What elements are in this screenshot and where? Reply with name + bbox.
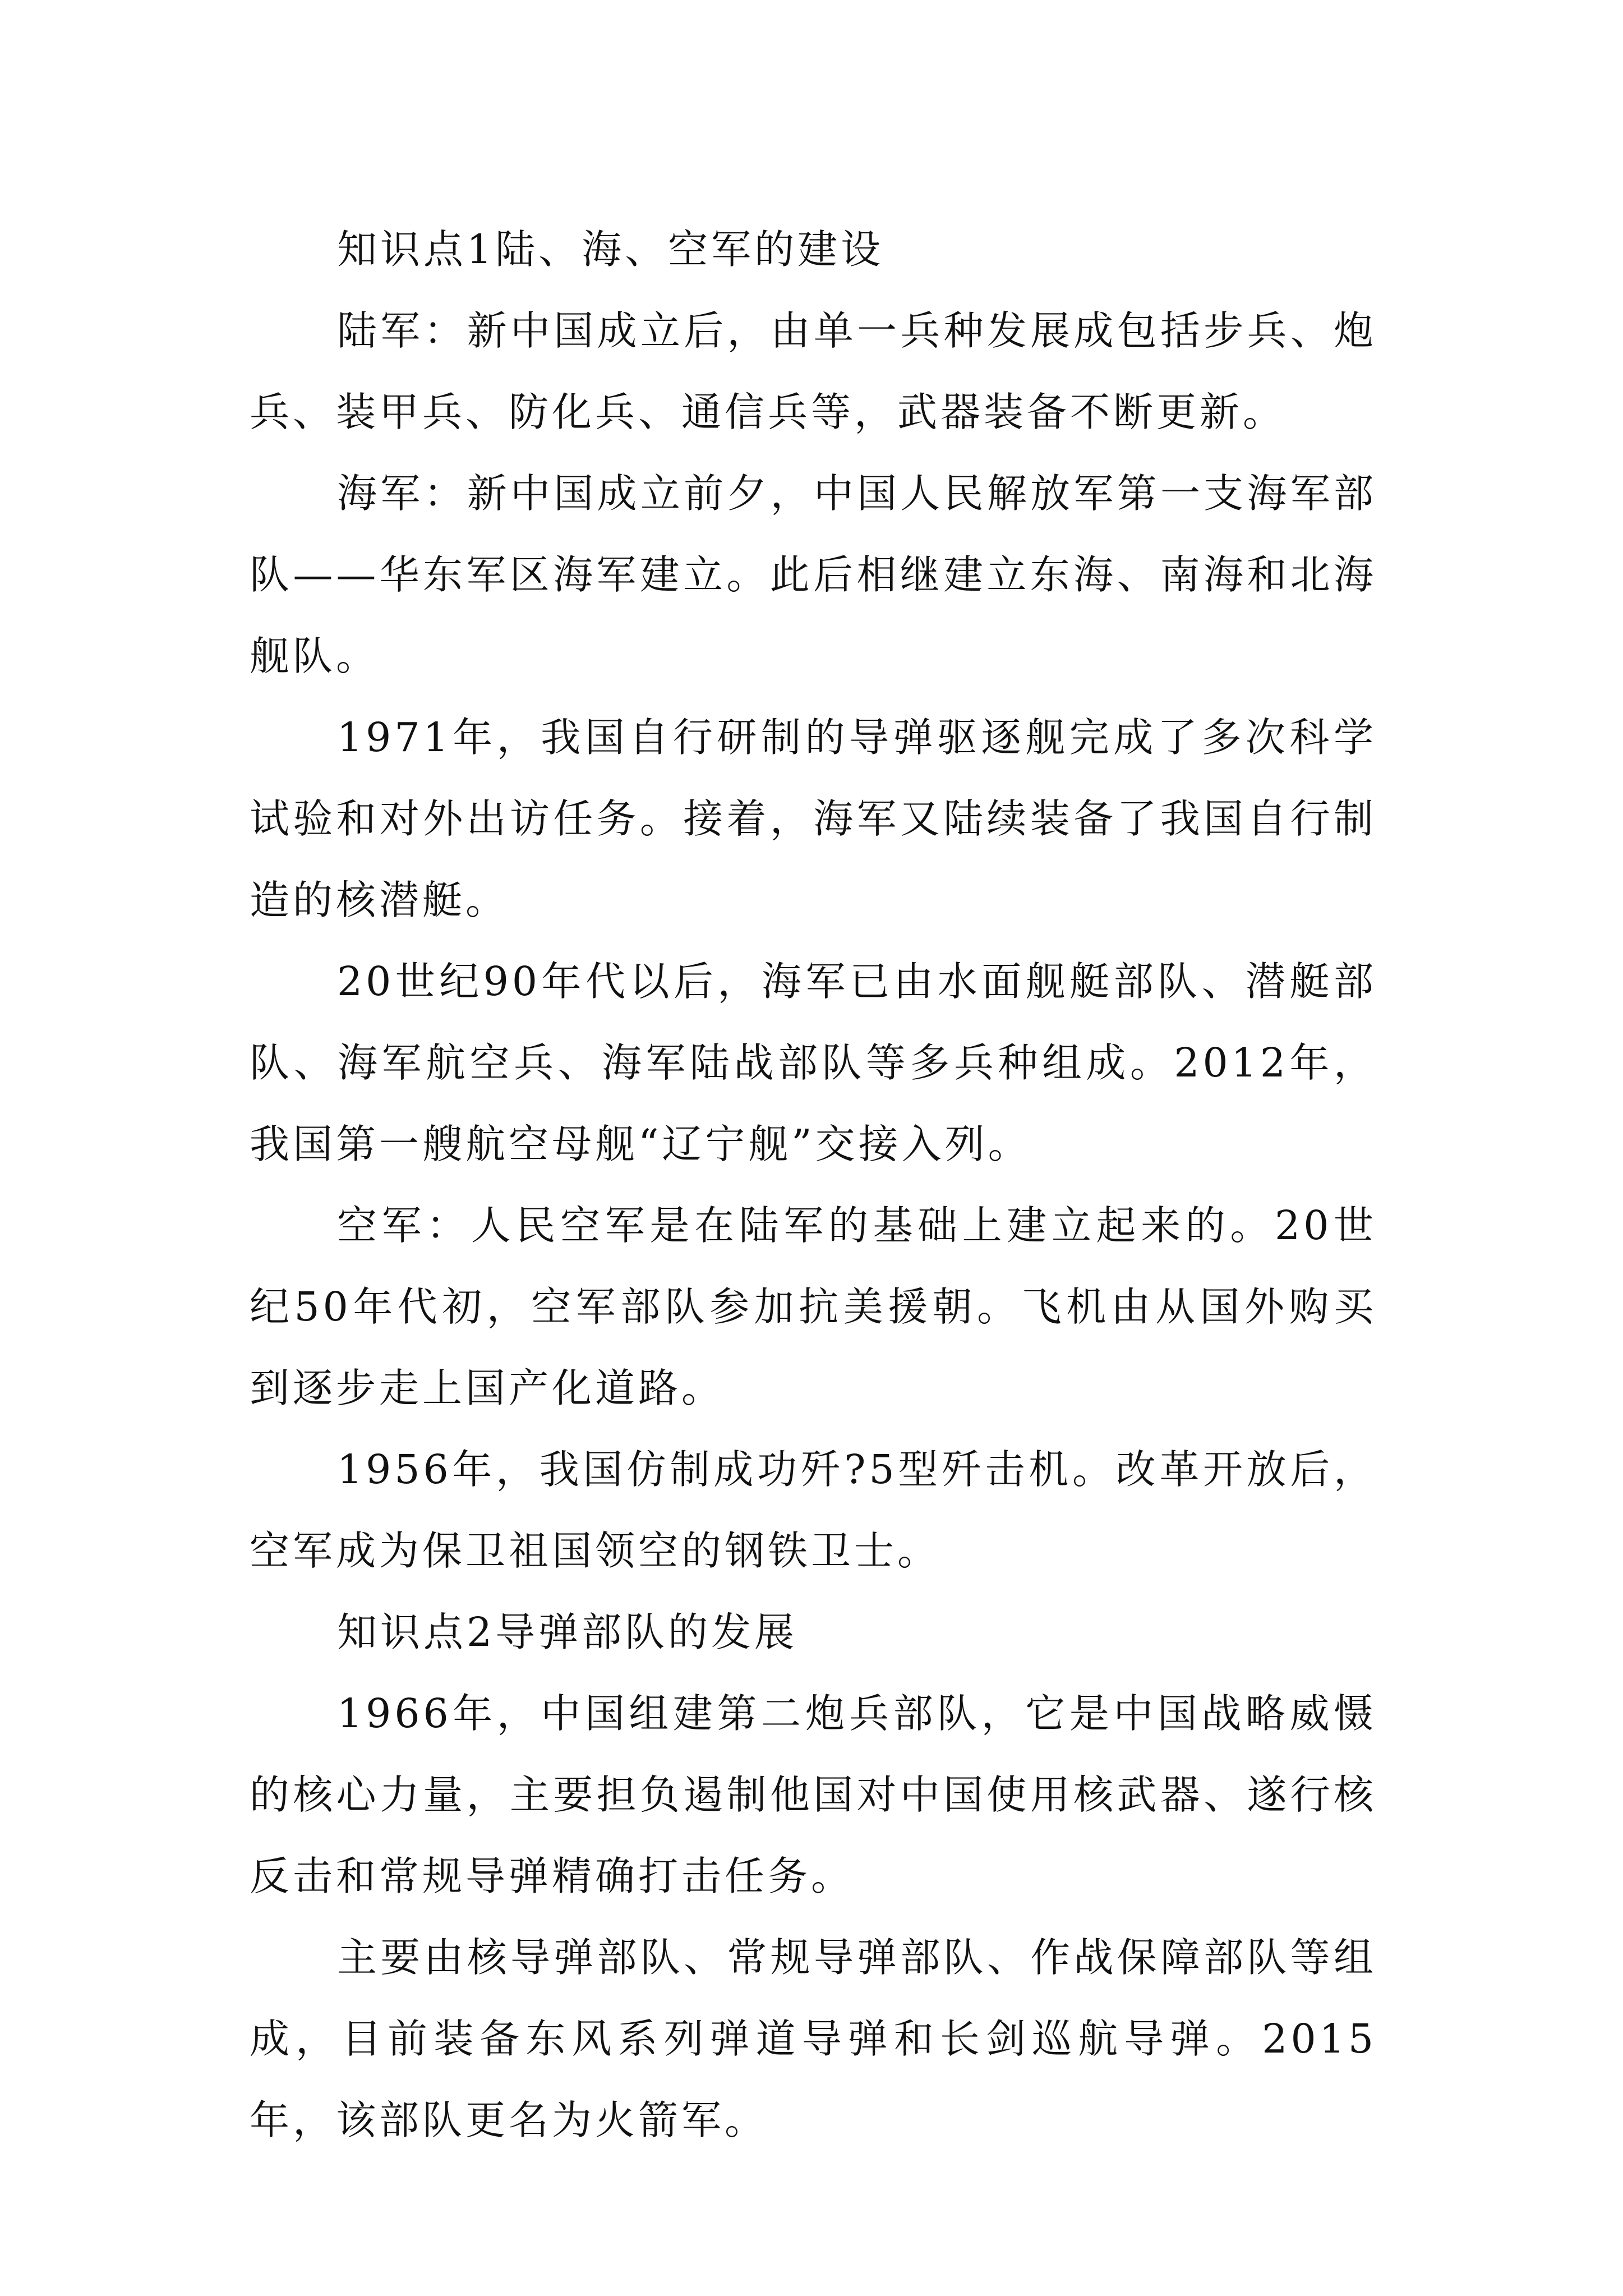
paragraph-navy-1971: 1971年，我国自行研制的导弹驱逐舰完成了多次科学试验和对外出访任务。接着，海军又陆续装备了我国自行制造的核潜艇。 bbox=[250, 714, 1377, 923]
paragraph-navy: 海军：新中国成立前夕，中国人民解放军第一支海军部队——华东军区海军建立。此后相继建立东海、南海和北海舰队。 bbox=[250, 470, 1377, 679]
paragraph-air-force-1956: 1956年，我国仿制成功歼?5型歼击机。改革开放后，空军成为保卫祖国领空的钢铁卫士。 bbox=[250, 1446, 1377, 1574]
section-heading-1: 知识点1陆、海、空军的建设 bbox=[337, 226, 884, 273]
paragraph-navy-1990s: 20世纪90年代以后，海军已由水面舰艇部队、潜艇部队、海军航空兵、海军陆战部队等多兵种组成。2012年，我国第一艘航空母舰“辽宁舰”交接入列。 bbox=[250, 958, 1377, 1167]
paragraph-army: 陆军：新中国成立后，由单一兵种发展成包括步兵、炮兵、装甲兵、防化兵、通信兵等，武器装备不断更新。 bbox=[250, 307, 1377, 435]
paragraph-air-force: 空军：人民空军是在陆军的基础上建立起来的。20世纪50年代初，空军部队参加抗美援朝。飞机由从国外购买到逐步走上国产化道路。 bbox=[250, 1202, 1377, 1411]
section-heading-2: 知识点2导弹部队的发展 bbox=[337, 1609, 798, 1655]
paragraph-missile-1966: 1966年，中国组建第二炮兵部队，它是中国战略威慑的核心力量，主要担负遏制他国对中国使用核武器、遂行核反击和常规导弹精确打击任务。 bbox=[250, 1690, 1377, 1899]
paragraph-missile-composition: 主要由核导弹部队、常规导弹部队、作战保障部队等组成，目前装备东风系列弹道导弹和长剑巡航导弹。2015年，该部队更名为火箭军。 bbox=[250, 1934, 1377, 2143]
document-body bbox=[250, 209, 1377, 2161]
